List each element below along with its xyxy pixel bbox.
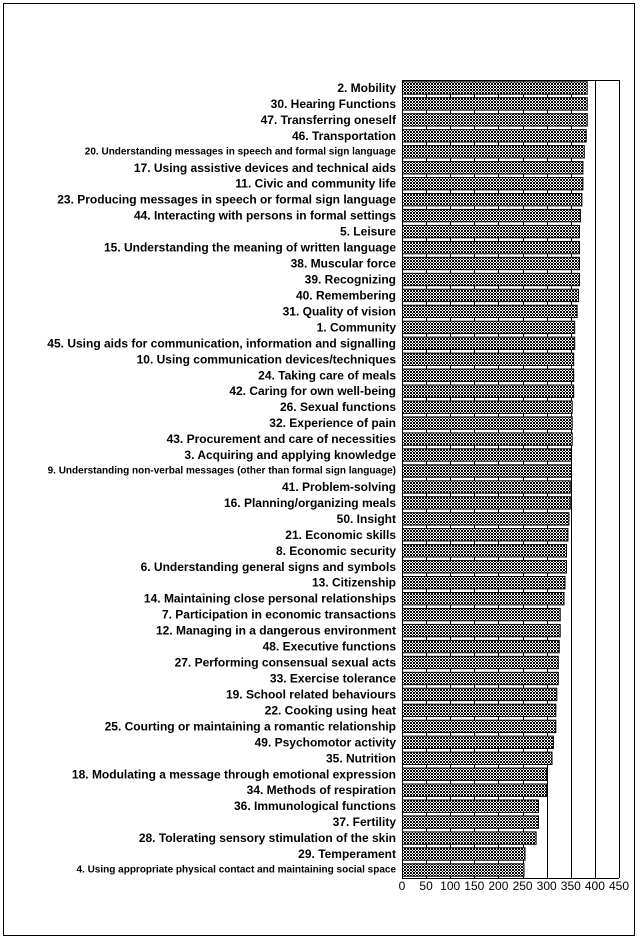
bar (403, 225, 580, 237)
category-label: 35. Nutrition (325, 751, 396, 766)
bar (403, 529, 568, 541)
bar (403, 194, 582, 206)
bar (403, 481, 571, 493)
category-label: 42. Caring for own well-being (229, 384, 396, 399)
category-label: 38. Muscular force (290, 256, 396, 271)
x-tick-label: 400 (584, 879, 605, 893)
category-label: 1. Community (316, 320, 396, 335)
category-label: 29. Temperament (298, 847, 396, 862)
bar (403, 577, 566, 589)
category-label: 4. Using appropriate physical contact and maintaining social space (76, 864, 396, 876)
bar (403, 146, 585, 158)
bar (403, 768, 547, 780)
bar (403, 130, 587, 142)
x-tick-label: 450 (608, 879, 630, 893)
category-label: 20. Understanding messages in speech and formal sign language (84, 146, 396, 158)
category-label: 47. Transferring oneself (260, 112, 396, 127)
bar (403, 353, 574, 365)
bar (403, 401, 573, 413)
bar (403, 736, 554, 748)
x-tick-label: 50 (419, 879, 433, 893)
category-label: 18. Modulating a message through emotional expression (71, 767, 396, 782)
category-label: 28. Tolerating sensory stimulation of the skin (138, 831, 396, 846)
category-label: 34. Methods of respiration (246, 783, 396, 798)
category-label: 21. Economic skills (285, 527, 396, 542)
bar (403, 656, 559, 668)
category-label: 6. Understanding general signs and symbols (140, 559, 396, 574)
bar (403, 640, 560, 652)
category-label: 40. Remembering (295, 288, 396, 303)
bar (403, 704, 556, 716)
category-label: 8. Economic security (275, 543, 396, 558)
category-label: 44. Interacting with persons in formal settings (133, 208, 396, 223)
category-label: 33. Exercise tolerance (269, 671, 396, 686)
category-label: 39. Recognizing (304, 272, 396, 287)
bar (403, 864, 525, 876)
bar (403, 417, 573, 429)
bar (403, 816, 539, 828)
bar (403, 321, 575, 333)
category-label: 43. Procurement and care of necessities (166, 432, 396, 447)
bar (403, 433, 573, 445)
category-label: 45. Using aids for communication, information and signalling (47, 336, 396, 351)
category-label: 12. Managing in a dangerous environment (155, 623, 396, 638)
bar (403, 513, 569, 525)
x-tick-label: 200 (488, 879, 509, 893)
category-label: 19. School related behaviours (225, 687, 396, 702)
bar (403, 98, 588, 110)
x-tick-label: 100 (440, 879, 461, 893)
category-label: 24. Taking care of meals (258, 368, 396, 383)
category-label: 46. Transportation (291, 128, 396, 143)
bar (403, 178, 583, 190)
x-tick-label: 300 (536, 879, 557, 893)
bar (403, 848, 526, 860)
bar (403, 114, 588, 126)
x-tick-label: 0 (398, 879, 406, 893)
category-label: 16. Planning/organizing meals (223, 495, 396, 510)
category-label: 26. Sexual functions (279, 400, 396, 415)
x-tick-label: 350 (560, 879, 581, 893)
category-label: 37. Fertility (332, 815, 396, 830)
bar (403, 545, 567, 557)
category-label: 48. Executive functions (262, 639, 396, 654)
category-label: 14. Maintaining close personal relationships (143, 591, 396, 606)
bar (403, 337, 575, 349)
bar (403, 385, 574, 397)
bar (403, 241, 580, 253)
category-label: 30. Hearing Functions (270, 96, 396, 111)
category-label: 5. Leisure (339, 224, 396, 239)
category-label: 15. Understanding the meaning of written language (103, 240, 396, 255)
category-label: 27. Performing consensual sexual acts (174, 655, 396, 670)
category-label: 3. Acquiring and applying knowledge (184, 448, 396, 463)
x-tick-label: 250 (512, 879, 533, 893)
bar (403, 561, 567, 573)
category-label: 31. Quality of vision (282, 304, 396, 319)
category-label: 41. Problem-solving (281, 480, 396, 494)
category-label: 17. Using assistive devices and technical aids (133, 160, 396, 175)
bar (403, 289, 579, 301)
category-label: 25. Courting or maintaining a romantic relationship (104, 719, 396, 734)
category-label: 11. Civic and community life (235, 176, 396, 191)
bar (403, 784, 547, 796)
bar (403, 593, 565, 605)
category-label: 9. Understanding non-verbal messages (other than formal sign language) (47, 465, 396, 477)
bar (403, 257, 580, 269)
category-label: 7. Participation in economic transactions (161, 607, 396, 622)
bar (403, 688, 557, 700)
bar (403, 800, 539, 812)
category-label: 32. Experience of pain (269, 416, 396, 431)
bar (403, 162, 583, 174)
category-label: 13. Citizenship (311, 575, 396, 590)
bar (403, 497, 571, 509)
bar (403, 608, 561, 620)
bar (403, 369, 574, 381)
x-axis-tick-labels (399, 879, 630, 893)
category-label: 22. Cooking using heat (264, 703, 396, 718)
category-label: 50. Insight (336, 511, 396, 526)
bar (403, 752, 553, 764)
category-label: 10. Using communication devices/techniques (136, 352, 396, 367)
bar (403, 720, 556, 732)
bar (403, 624, 561, 636)
bars (403, 82, 588, 876)
category-labels (47, 81, 397, 876)
category-label: 2. Mobility (337, 81, 396, 95)
bar (403, 832, 537, 844)
bar (403, 449, 572, 461)
bar (403, 273, 580, 285)
category-label: 36. Immunological functions (233, 799, 396, 814)
bar (403, 465, 572, 477)
x-tick-label: 150 (464, 879, 485, 893)
bar (403, 82, 588, 94)
bar (403, 672, 559, 684)
category-label: 23. Producing messages in speech or formal sign language (57, 192, 396, 207)
bar (403, 209, 581, 221)
category-label: 49. Psychomotor activity (254, 735, 396, 750)
bar (403, 305, 578, 317)
